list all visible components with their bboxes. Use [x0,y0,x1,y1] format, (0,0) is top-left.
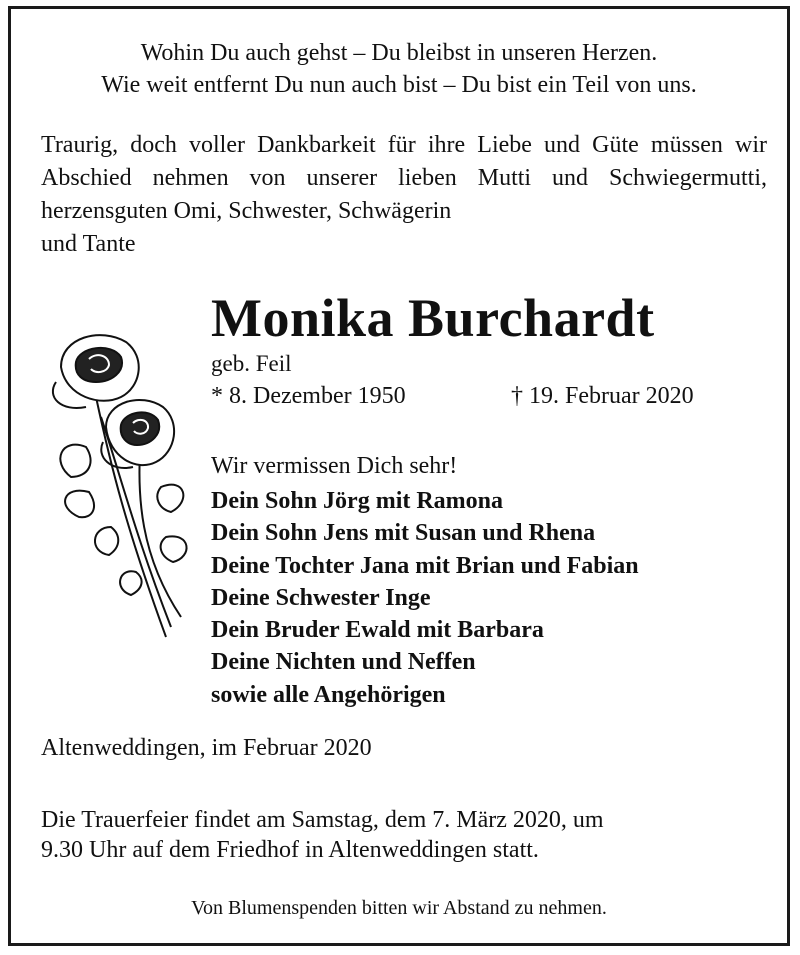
mourners-list [211,485,639,711]
mourner-item: Dein Sohn Jens mit Susan und Rhena [211,520,596,547]
maiden-name: geb. Feil [211,351,292,376]
funeral-first-line: Die Trauerfeier findet am Samstag, dem 7. März 2020, um [41,807,604,833]
mourner-item: Dein Sohn Jörg mit Ramona [211,488,504,514]
intro-last-line: und Tante [41,231,136,257]
miss-line: Wir vermissen Dich sehr! [211,453,458,479]
deceased-name: Monika Burchardt [211,288,655,348]
flowers-note: Von Blumenspenden bitten wir Abstand zu nehmen. [191,897,607,919]
funeral-text [41,804,769,837]
place-date: Altenweddingen, im Februar 2020 [41,735,372,761]
rose-illustration-icon [41,327,201,647]
obituary-notice [8,6,790,946]
funeral-last-line: 9.30 Uhr auf dem Friedhof in Altenweddingen statt. [41,837,539,863]
mourner-item: sowie alle Angehörigen [211,681,446,708]
intro-paragraph: Traurig, doch voller Dankbarkeit für ihre Liebe und Güte müssen wir Abschied nehmen von unserer lieben Mutti und Schwiegermutti, herzensguten Omi, Schwester, Schwägerin [41,132,767,224]
mourner-item: Deine Nichten und Neffen [211,649,476,676]
motto-line-1: Wohin Du auch gehst – Du bleibst in unseren Herzen. [140,40,658,66]
motto-line-2: Wie weit entfernt Du nun auch bist – Du bist ein Teil von uns. [101,72,697,98]
birth-date: * 8. Dezember 1950 [211,383,406,409]
death-date: † 19. Februar 2020 [511,383,694,409]
intro-text [41,129,767,228]
mourner-item: Dein Bruder Ewald mit Barbara [211,617,544,644]
mourner-item: Deine Tochter Jana mit Brian und Fabian [211,552,639,579]
mourner-item: Deine Schwester Inge [211,584,431,611]
